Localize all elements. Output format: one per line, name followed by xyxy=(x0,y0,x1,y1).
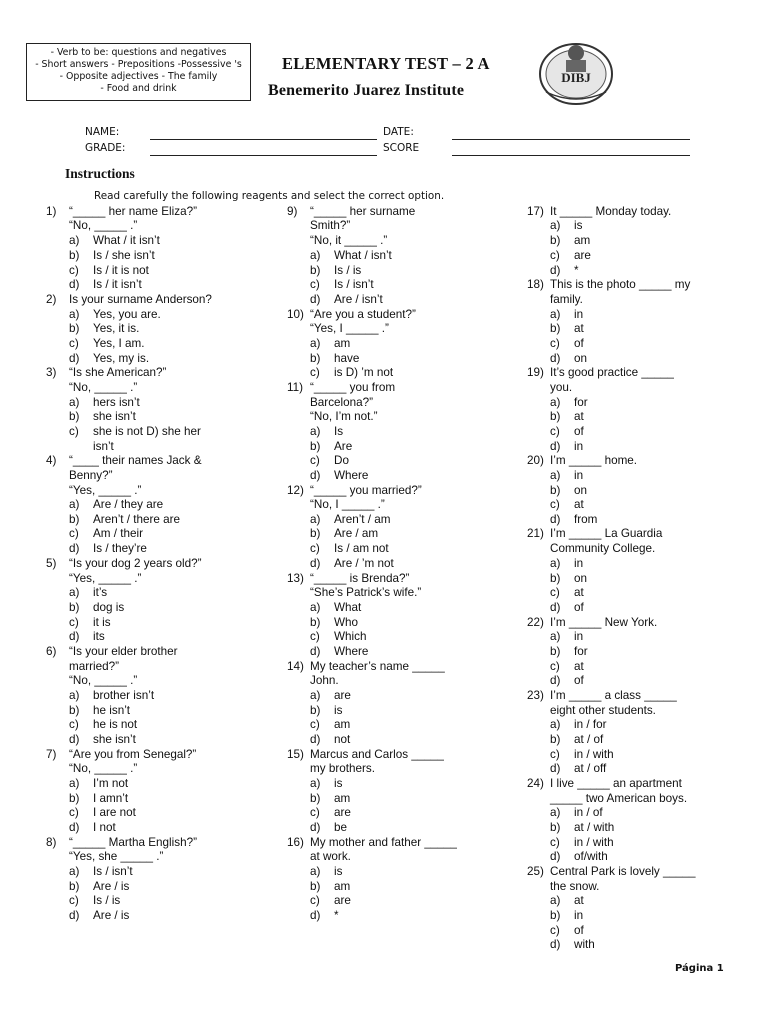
option-text[interactable]: * xyxy=(574,264,579,277)
option-text[interactable]: are xyxy=(334,689,351,702)
question-text: I’m _____ La Guardia xyxy=(550,527,663,540)
option-letter: a) xyxy=(550,396,561,409)
question-text: “No, _____ .” xyxy=(69,674,138,687)
question-text: my brothers. xyxy=(310,762,375,775)
option-text[interactable]: she isn’t xyxy=(93,733,136,746)
question-number: 24) xyxy=(527,777,544,790)
topic-line: - Opposite adjectives - The family xyxy=(59,71,218,82)
option-letter: d) xyxy=(550,674,561,687)
question-text: _____ two American boys. xyxy=(550,792,688,805)
option-letter: d) xyxy=(69,278,80,291)
question-text: Benny?” xyxy=(69,469,113,482)
option-text[interactable]: of xyxy=(574,337,584,350)
option-letter: a) xyxy=(69,689,80,702)
question-text: “Is she American?” xyxy=(69,366,167,379)
question-text: “____ their names Jack & xyxy=(69,454,202,467)
question-text: “No, _____ .” xyxy=(69,381,138,394)
option-text[interactable]: in xyxy=(574,557,584,570)
option-letter: c) xyxy=(550,748,560,761)
question-number: 13) xyxy=(287,572,304,585)
option-letter: c) xyxy=(69,264,79,277)
option-letter: b) xyxy=(69,513,80,526)
question-text: Is your surname Anderson? xyxy=(69,293,212,306)
question-number: 18) xyxy=(527,278,544,291)
question-text: at work. xyxy=(310,850,351,863)
option-letter: d) xyxy=(310,293,321,306)
option-letter: c) xyxy=(310,806,320,819)
option-letter: d) xyxy=(550,850,561,863)
option-letter: b) xyxy=(310,352,321,365)
question-number: 17) xyxy=(527,205,544,218)
option-letter: c) xyxy=(550,924,560,937)
question-text: “No, _____ .” xyxy=(69,219,138,232)
question-text: I’m _____ home. xyxy=(550,454,638,467)
option-text[interactable]: Are / am xyxy=(334,527,379,540)
option-letter: b) xyxy=(69,410,80,423)
option-text[interactable]: is xyxy=(574,219,583,232)
option-letter: d) xyxy=(550,264,561,277)
question-number: 5) xyxy=(46,557,57,570)
score-field[interactable] xyxy=(452,155,690,156)
option-text[interactable]: I are not xyxy=(93,806,136,819)
option-letter: d) xyxy=(550,440,561,453)
option-letter: a) xyxy=(69,777,80,790)
school-name: Benemerito Juarez Institute xyxy=(268,82,465,99)
option-letter: d) xyxy=(69,821,80,834)
option-text[interactable]: is D) ’m not xyxy=(334,366,394,379)
name-field[interactable] xyxy=(150,139,377,140)
option-text[interactable]: am xyxy=(334,718,351,731)
option-letter: d) xyxy=(550,601,561,614)
option-text[interactable]: from xyxy=(574,513,598,526)
question-text: Marcus and Carlos _____ xyxy=(310,748,444,761)
instructions-text: Read carefully the following reagents and select the correct option. xyxy=(94,190,445,202)
question-number: 23) xyxy=(527,689,544,702)
question-text: I live _____ an apartment xyxy=(550,777,682,790)
option-text[interactable]: for xyxy=(574,645,588,658)
question-number: 19) xyxy=(527,366,544,379)
option-letter: c) xyxy=(550,586,560,599)
option-text[interactable]: is xyxy=(334,777,343,790)
question-text: “Is your dog 2 years old?” xyxy=(69,557,202,570)
instructions-heading: Instructions xyxy=(65,166,135,181)
option-text[interactable]: in / with xyxy=(574,836,614,849)
option-letter: d) xyxy=(69,630,80,643)
option-text[interactable]: in / with xyxy=(574,748,614,761)
option-text[interactable]: she isn’t xyxy=(93,410,136,423)
option-text[interactable]: in xyxy=(574,909,584,922)
option-letter: c) xyxy=(69,806,79,819)
option-text[interactable]: at xyxy=(574,894,584,907)
option-text[interactable]: not xyxy=(334,733,351,746)
question-number: 11) xyxy=(287,381,304,394)
option-letter: d) xyxy=(69,542,80,555)
question-number: 4) xyxy=(46,454,57,467)
option-text[interactable]: are xyxy=(334,894,351,907)
option-text[interactable]: Where xyxy=(334,645,369,658)
topic-line: - Short answers - Prepositions -Possessive 's xyxy=(35,59,242,70)
option-text[interactable]: in xyxy=(574,469,584,482)
question-text: This is the photo _____ my xyxy=(550,278,691,291)
option-letter: b) xyxy=(550,410,561,423)
option-letter: a) xyxy=(550,630,561,643)
option-letter: a) xyxy=(550,219,561,232)
option-text[interactable]: with xyxy=(574,938,595,951)
option-letter: d) xyxy=(550,513,561,526)
option-letter: a) xyxy=(69,498,80,511)
option-text[interactable]: she is not D) she her xyxy=(93,425,201,438)
option-text[interactable]: Are / they are xyxy=(93,498,164,511)
option-letter: d) xyxy=(69,909,80,922)
option-text[interactable]: at xyxy=(574,660,584,673)
question-number: 16) xyxy=(287,836,304,849)
option-text[interactable]: of/with xyxy=(574,850,608,863)
option-letter: a) xyxy=(310,865,321,878)
option-text[interactable]: is xyxy=(334,704,343,717)
option-letter: a) xyxy=(310,689,321,702)
option-text[interactable]: Do xyxy=(334,454,349,467)
option-text[interactable]: are xyxy=(334,806,351,819)
option-text[interactable]: at xyxy=(574,410,584,423)
option-letter: b) xyxy=(310,264,321,277)
option-text[interactable]: be xyxy=(334,821,348,834)
option-letter: b) xyxy=(310,616,321,629)
topic-line: - Verb to be: questions and negatives xyxy=(50,47,227,58)
option-text[interactable]: am xyxy=(574,234,591,247)
option-letter: d) xyxy=(310,469,321,482)
question-text: you. xyxy=(550,381,573,394)
option-letter: c) xyxy=(69,337,79,350)
option-letter: c) xyxy=(69,425,79,438)
page-number: Página 1 xyxy=(675,963,724,974)
topics-box xyxy=(26,43,251,101)
option-letter: b) xyxy=(550,484,561,497)
option-letter: c) xyxy=(310,630,320,643)
option-letter: c) xyxy=(310,718,320,731)
question-text: “_____ is Brenda?” xyxy=(310,572,410,585)
option-letter: a) xyxy=(550,557,561,570)
option-letter: a) xyxy=(310,601,321,614)
option-text[interactable]: I’m not xyxy=(93,777,129,790)
option-letter: c) xyxy=(550,249,560,262)
option-letter: a) xyxy=(69,308,80,321)
option-text[interactable]: are xyxy=(574,249,591,262)
score-label: SCORE xyxy=(383,142,420,154)
question-text: family. xyxy=(550,293,583,306)
question-text: “Are you a student?” xyxy=(310,308,416,321)
option-letter: d) xyxy=(550,352,561,365)
option-letter: d) xyxy=(550,938,561,951)
option-text[interactable]: at xyxy=(574,322,584,335)
question-text: “Yes, she _____ .” xyxy=(69,850,164,863)
question-number: 20) xyxy=(527,454,544,467)
question-text: John. xyxy=(310,674,339,687)
option-letter: b) xyxy=(69,880,80,893)
option-text[interactable]: at / with xyxy=(574,821,615,834)
option-text[interactable]: Are xyxy=(334,440,353,453)
option-text[interactable]: Is xyxy=(334,425,344,438)
question-text: It _____ Monday today. xyxy=(550,205,672,218)
question-number: 21) xyxy=(527,527,544,540)
option-text[interactable]: of xyxy=(574,924,584,937)
question-text: “Yes, I _____ .” xyxy=(310,322,389,335)
option-text[interactable]: am xyxy=(334,337,351,350)
option-text[interactable]: Is / she isn’t xyxy=(93,249,155,262)
question-number: 2) xyxy=(46,293,57,306)
option-letter: d) xyxy=(69,733,80,746)
question-text: I’m _____ a class _____ xyxy=(550,689,677,702)
question-text: “No, I _____ .” xyxy=(310,498,385,511)
option-letter: b) xyxy=(69,704,80,717)
option-letter: a) xyxy=(69,234,80,247)
option-letter: c) xyxy=(550,498,560,511)
option-text[interactable]: at xyxy=(574,498,584,511)
option-text[interactable]: Is / it is not xyxy=(93,264,149,277)
question-text: “No, _____ .” xyxy=(69,762,138,775)
option-letter: b) xyxy=(550,322,561,335)
option-text[interactable]: Yes, it is. xyxy=(93,322,140,335)
option-letter: c) xyxy=(69,616,79,629)
question-text: “_____ you married?” xyxy=(310,484,422,497)
question-number: 15) xyxy=(287,748,304,761)
option-letter: b) xyxy=(550,645,561,658)
option-letter: b) xyxy=(310,704,321,717)
option-text[interactable]: Is / they’re xyxy=(93,542,147,555)
option-text[interactable]: have xyxy=(334,352,360,365)
question-text: I’m _____ New York. xyxy=(550,616,658,629)
option-letter: a) xyxy=(310,337,321,350)
option-text[interactable]: at / off xyxy=(574,762,607,775)
date-field[interactable] xyxy=(452,139,690,140)
option-letter: d) xyxy=(69,352,80,365)
option-text[interactable]: I amn’t xyxy=(93,792,129,805)
question-number: 8) xyxy=(46,836,57,849)
option-text[interactable]: its xyxy=(93,630,105,643)
option-text[interactable]: it’s xyxy=(93,586,108,599)
option-text[interactable]: on xyxy=(574,352,588,365)
option-letter: d) xyxy=(310,733,321,746)
option-letter: b) xyxy=(69,792,80,805)
option-letter: a) xyxy=(550,718,561,731)
option-text[interactable]: Are / is xyxy=(93,880,130,893)
option-text[interactable]: in xyxy=(574,308,584,321)
option-text[interactable]: he isn’t xyxy=(93,704,131,717)
option-letter: b) xyxy=(550,821,561,834)
option-text[interactable]: Is / am not xyxy=(334,542,389,555)
option-letter: c) xyxy=(550,660,560,673)
question-text: “_____ her name Eliza?” xyxy=(69,205,197,218)
option-text[interactable]: I not xyxy=(93,821,116,834)
question-number: 1) xyxy=(46,205,57,218)
option-text[interactable]: on xyxy=(574,572,588,585)
option-text[interactable]: Where xyxy=(334,469,369,482)
option-letter: c) xyxy=(69,894,79,907)
option-letter: c) xyxy=(310,454,320,467)
option-letter: c) xyxy=(310,894,320,907)
question-text: Community College. xyxy=(550,542,656,555)
option-text[interactable]: in / of xyxy=(574,806,603,819)
question-text: Barcelona?” xyxy=(310,396,374,409)
option-letter: a) xyxy=(550,806,561,819)
option-letter: b) xyxy=(550,733,561,746)
option-letter: a) xyxy=(550,308,561,321)
option-letter: c) xyxy=(69,527,79,540)
option-text[interactable]: Is / isn’t xyxy=(93,865,133,878)
name-label: NAME: xyxy=(85,126,120,138)
question-text: “_____ you from xyxy=(310,381,396,394)
question-number: 10) xyxy=(287,308,304,321)
option-letter: b) xyxy=(550,572,561,585)
option-letter: b) xyxy=(310,792,321,805)
question-text: My teacher’s name _____ xyxy=(310,660,445,673)
option-text[interactable]: he is not xyxy=(93,718,138,731)
question-text: “_____ Martha English?” xyxy=(69,836,197,849)
option-letter: b) xyxy=(69,601,80,614)
question-text: Smith?” xyxy=(310,219,351,232)
option-text[interactable]: for xyxy=(574,396,588,409)
question-text: Central Park is lovely _____ xyxy=(550,865,696,878)
option-letter: c) xyxy=(310,366,320,379)
question-number: 14) xyxy=(287,660,304,673)
question-text: “Are you from Senegal?” xyxy=(69,748,197,761)
question-text: married?” xyxy=(69,660,120,673)
option-text[interactable]: at / of xyxy=(574,733,604,746)
question-number: 25) xyxy=(527,865,544,878)
option-text[interactable]: Is / it isn’t xyxy=(93,278,142,291)
option-text[interactable]: isn’t xyxy=(93,440,114,453)
option-text[interactable]: of xyxy=(574,601,584,614)
option-letter: c) xyxy=(69,718,79,731)
option-text[interactable]: Which xyxy=(334,630,367,643)
grade-field[interactable] xyxy=(150,155,377,156)
option-letter: b) xyxy=(310,880,321,893)
option-letter: d) xyxy=(550,762,561,775)
question-text: “She’s Patrick’s wife.” xyxy=(310,586,422,599)
question-text: “Yes, _____ .” xyxy=(69,484,142,497)
option-text[interactable]: at xyxy=(574,586,584,599)
option-text[interactable]: What xyxy=(334,601,362,614)
option-letter: a) xyxy=(69,865,80,878)
option-text[interactable]: am xyxy=(334,880,351,893)
option-text[interactable]: What / isn’t xyxy=(334,249,392,262)
option-letter: b) xyxy=(310,440,321,453)
option-text[interactable]: am xyxy=(334,792,351,805)
option-text[interactable]: Who xyxy=(334,616,359,629)
question-text: “No, I’m not.” xyxy=(310,410,378,423)
question-text: the snow. xyxy=(550,880,600,893)
option-text[interactable]: Is / is xyxy=(93,894,121,907)
option-text[interactable]: it is xyxy=(93,616,111,629)
option-letter: b) xyxy=(69,322,80,335)
option-letter: b) xyxy=(310,527,321,540)
option-text[interactable]: is xyxy=(334,865,343,878)
test-title: ELEMENTARY TEST – 2 A xyxy=(282,54,490,73)
question-number: 9) xyxy=(287,205,298,218)
option-text[interactable]: Are / isn’t xyxy=(334,293,383,306)
option-text[interactable]: in xyxy=(574,440,584,453)
option-letter: b) xyxy=(550,234,561,247)
question-text: “Is your elder brother xyxy=(69,645,178,658)
question-text: My mother and father _____ xyxy=(310,836,457,849)
option-letter: c) xyxy=(550,836,560,849)
question-text: “Yes, _____ .” xyxy=(69,572,142,585)
option-text[interactable]: Am / their xyxy=(93,527,144,540)
option-text[interactable]: Aren’t / there are xyxy=(93,513,181,526)
option-text[interactable]: in xyxy=(574,630,584,643)
option-letter: c) xyxy=(550,337,560,350)
question-number: 6) xyxy=(46,645,57,658)
option-letter: a) xyxy=(310,777,321,790)
option-text[interactable]: Yes, my is. xyxy=(93,352,150,365)
option-letter: c) xyxy=(310,542,320,555)
topic-line: - Food and drink xyxy=(100,83,177,94)
option-text[interactable]: Yes, you are. xyxy=(93,308,161,321)
option-letter: b) xyxy=(69,249,80,262)
question-number: 12) xyxy=(287,484,304,497)
option-text[interactable]: Is / isn’t xyxy=(334,278,374,291)
question-number: 3) xyxy=(46,366,57,379)
option-text[interactable]: Yes, I am. xyxy=(93,337,145,350)
option-letter: a) xyxy=(310,249,321,262)
option-text[interactable]: Aren’t / am xyxy=(334,513,391,526)
option-letter: c) xyxy=(550,425,560,438)
option-letter: a) xyxy=(550,894,561,907)
option-letter: a) xyxy=(310,425,321,438)
grade-label: GRADE: xyxy=(85,142,126,154)
question-text: It’s good practice _____ xyxy=(550,366,674,379)
option-text[interactable]: of xyxy=(574,425,584,438)
option-text[interactable]: Is / is xyxy=(334,264,362,277)
question-text: “_____ her surname xyxy=(310,205,416,218)
question-number: 7) xyxy=(46,748,57,761)
option-text[interactable]: hers isn’t xyxy=(93,396,140,409)
option-letter: c) xyxy=(310,278,320,291)
option-text[interactable]: of xyxy=(574,674,584,687)
option-text[interactable]: What / it isn’t xyxy=(93,234,160,247)
question-text: “No, it _____ .” xyxy=(310,234,388,247)
option-text[interactable]: on xyxy=(574,484,588,497)
option-letter: d) xyxy=(310,557,321,570)
option-letter: d) xyxy=(310,909,321,922)
option-letter: a) xyxy=(69,396,80,409)
option-letter: d) xyxy=(310,645,321,658)
option-text[interactable]: Are / ’m not xyxy=(334,557,394,570)
option-letter: b) xyxy=(550,909,561,922)
option-letter: a) xyxy=(550,469,561,482)
option-text[interactable]: brother isn’t xyxy=(93,689,155,702)
option-text[interactable]: dog is xyxy=(93,601,125,614)
option-text[interactable]: Are / is xyxy=(93,909,130,922)
question-number: 22) xyxy=(527,616,544,629)
option-letter: a) xyxy=(69,586,80,599)
school-logo xyxy=(536,40,616,112)
option-letter: d) xyxy=(310,821,321,834)
option-text[interactable]: * xyxy=(334,909,339,922)
option-letter: a) xyxy=(310,513,321,526)
date-label: DATE: xyxy=(383,126,414,138)
question-text: eight other students. xyxy=(550,704,656,717)
logo-text: DIBJ xyxy=(561,70,591,85)
option-text[interactable]: in / for xyxy=(574,718,607,731)
